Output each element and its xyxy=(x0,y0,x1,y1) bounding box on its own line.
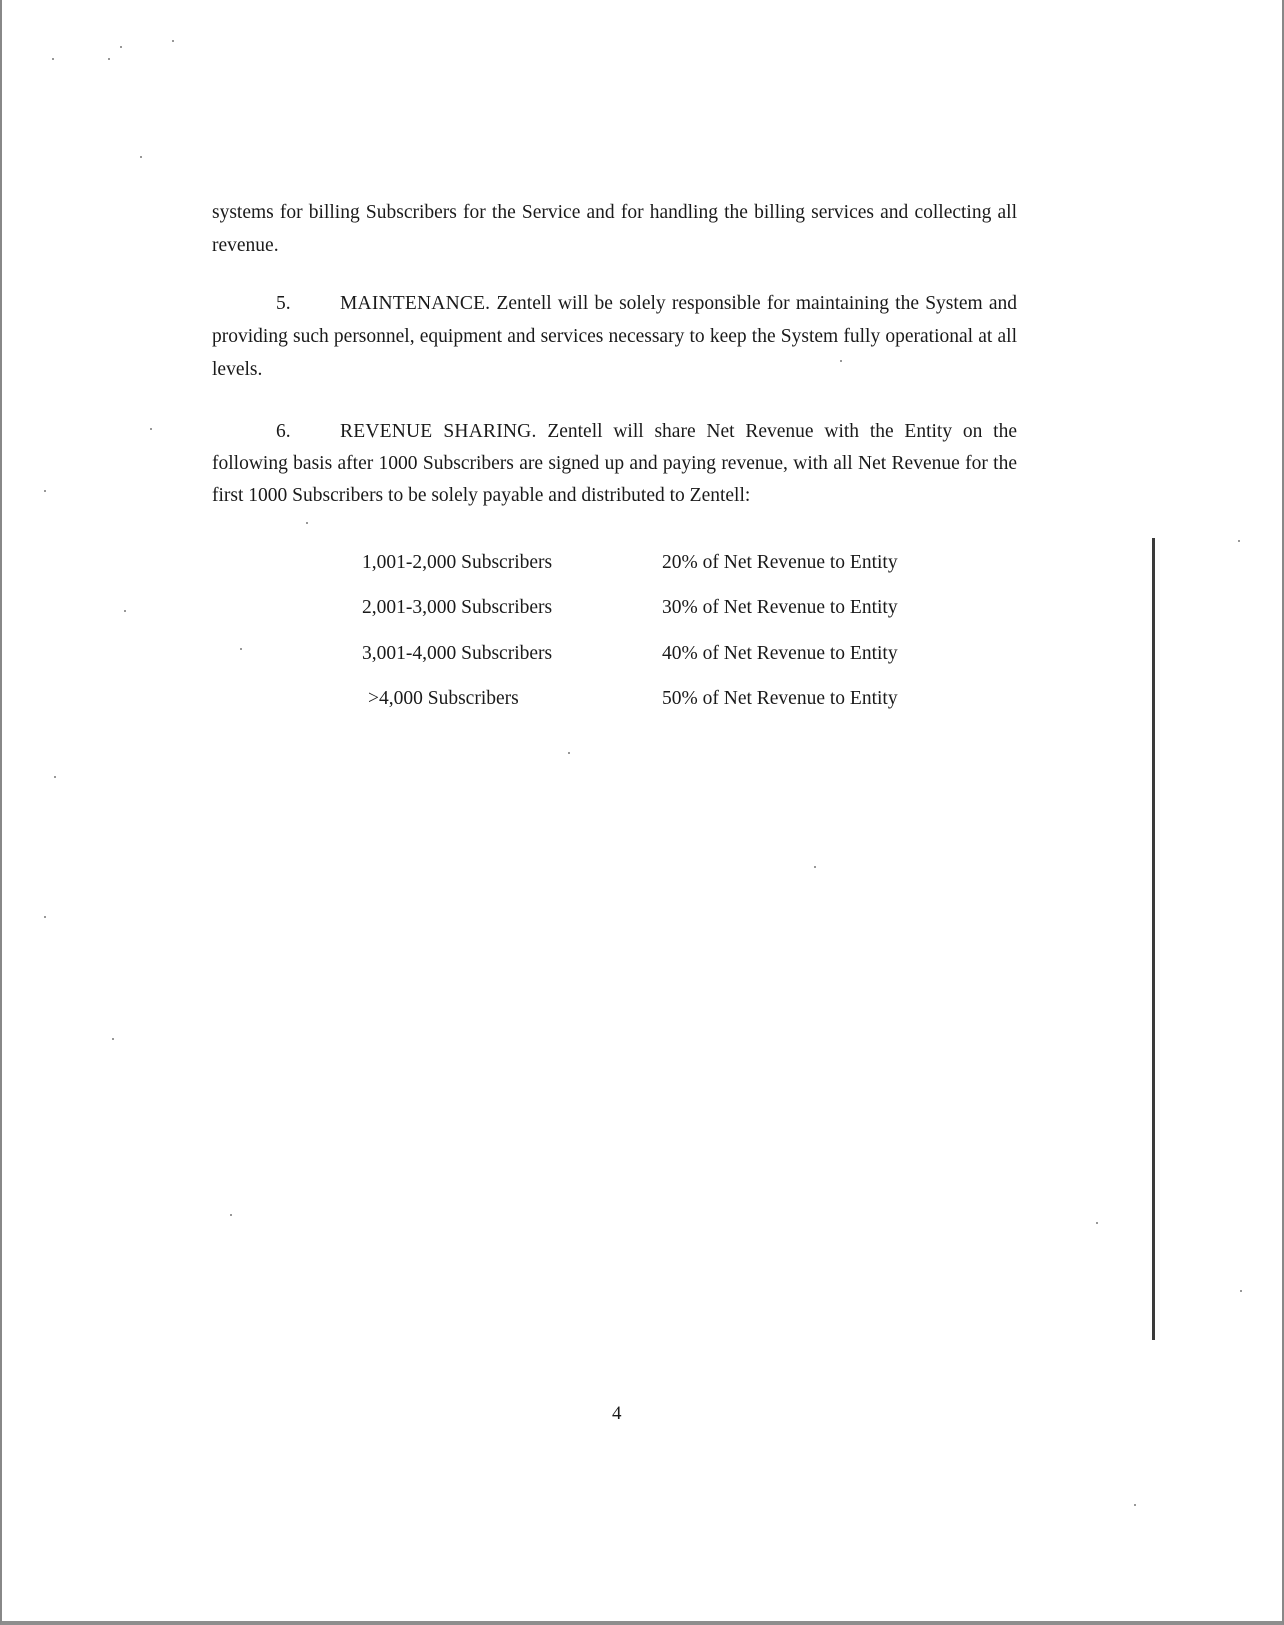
tier-range: 3,001-4,000 Subscribers xyxy=(362,643,553,664)
paragraph-section-6 xyxy=(212,416,1017,512)
page-number: 4 xyxy=(612,1403,622,1424)
section-5-heading: MAINTENANCE. xyxy=(340,293,491,314)
tier-range: 1,001-2,000 Subscribers xyxy=(362,552,553,573)
tier-share: 50% of Net Revenue to Entity xyxy=(662,688,898,709)
tier-share: 40% of Net Revenue to Entity xyxy=(662,643,898,664)
section-6-number: 6. xyxy=(276,421,291,442)
margin-rule-line xyxy=(1152,538,1155,1340)
tier-range: >4,000 Subscribers xyxy=(368,688,519,709)
section-6-body: Zentell will share Net Revenue with the Entity on the following basis after 1000 Subscribers are signed up and paying revenue, with all Net Revenue for the first 1000 Subscribers to be solely payable and distributed to Zentell: xyxy=(212,421,1017,506)
paragraph-section-5 xyxy=(212,287,1017,386)
tier-share: 30% of Net Revenue to Entity xyxy=(662,597,898,618)
tier-share: 20% of Net Revenue to Entity xyxy=(662,552,898,573)
section-5-number: 5. xyxy=(276,293,291,314)
section-6-heading: REVENUE SHARING. xyxy=(340,421,537,442)
tier-range: 2,001-3,000 Subscribers xyxy=(362,597,553,618)
section-5-body: Zentell will be solely responsible for maintaining the System and providing such personnel, equipment and services necessary to keep the System fully operational at all levels. xyxy=(212,293,1018,380)
paragraph-continuation: systems for billing Subscribers for the Service and for handling the billing services and collecting all revenue. xyxy=(212,202,1017,256)
